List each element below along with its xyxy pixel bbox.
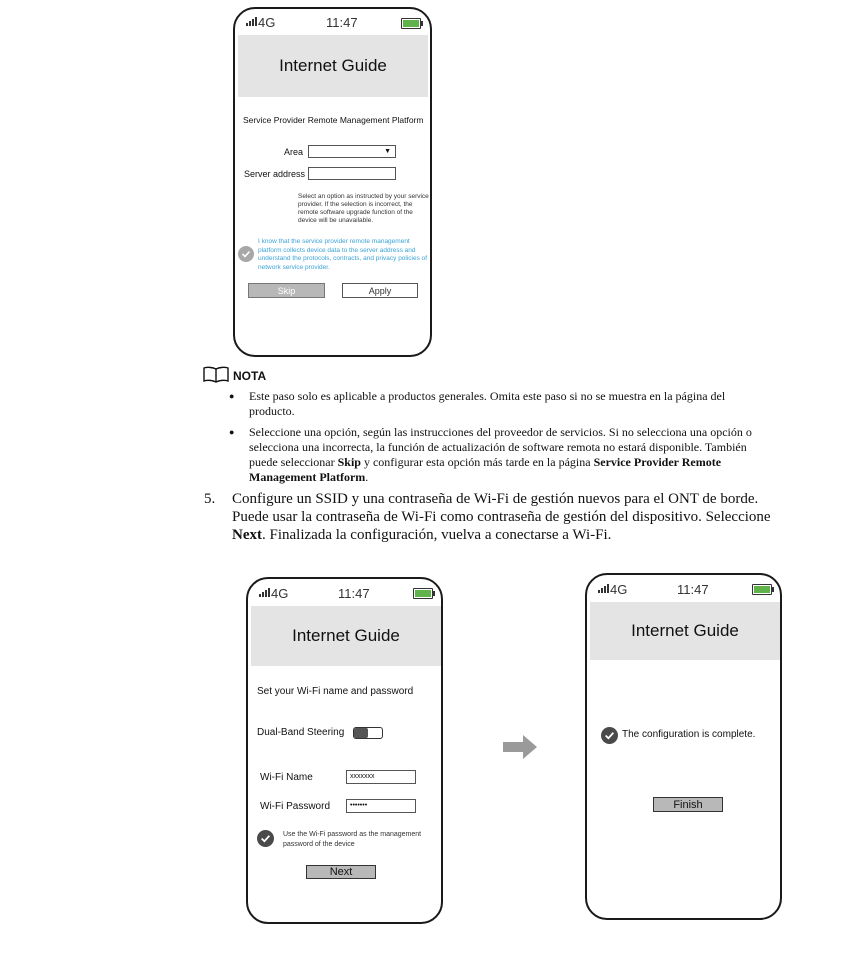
status-bar (587, 575, 780, 601)
signal-icon (259, 588, 270, 597)
wifi-password-input[interactable]: ••••••• (346, 799, 416, 813)
status-bar (248, 579, 441, 605)
check-icon (260, 833, 271, 844)
hint-text: Select an option as instructed by your service provider. If the selection is incorrect, the remote software upgrade function of the device will be unavailable. (298, 193, 429, 224)
status-time: 11:47 (677, 582, 709, 597)
consent-checkbox[interactable] (238, 246, 254, 262)
area-select[interactable] (308, 145, 396, 158)
status-time: 11:47 (326, 15, 358, 30)
network-type: 4G (258, 15, 276, 30)
bullet-icon: ● (229, 391, 235, 401)
complete-text: The configuration is complete. (622, 729, 756, 740)
finish-label: Finish (673, 798, 703, 811)
dual-band-toggle[interactable] (353, 727, 383, 739)
wifi-password-label: Wi-Fi Password (260, 801, 331, 812)
note-bullet-2: Seleccione una opción, según las instrucciones del proveedor de servicios. Si no selecciona una opción o selecciona una incorrecta, la función de actualización de software remota no estará disponible. También puede seleccionar Skip y configurar esta opción más tarde en la página Service Provider Remote Management Platform. (249, 425, 752, 484)
complete-check (601, 727, 618, 744)
phone-remote-management (233, 7, 432, 357)
phone-wifi-setup (246, 577, 443, 924)
book-icon (203, 366, 229, 383)
app-header (251, 606, 441, 666)
battery-icon (413, 588, 433, 599)
wifi-name-input[interactable]: xxxxxxx (346, 770, 416, 784)
note-bullet-1: Este paso solo es aplicable a productos generales. Omita este paso si no se muestra en la página del producto. (249, 389, 726, 418)
note-title: NOTA (233, 369, 267, 383)
header-title: Internet Guide (631, 621, 739, 640)
page-subtitle: Set your Wi-Fi name and password (257, 686, 414, 697)
status-time: 11:47 (338, 586, 370, 601)
toggle-knob (354, 728, 368, 738)
next-label: Next (329, 866, 353, 878)
arrow-right-icon (503, 735, 537, 759)
platform-ref: Service Provider Remote Management Platform (249, 455, 722, 484)
wifi-name-label: Wi-Fi Name (260, 772, 313, 783)
next-ref: Next (232, 527, 262, 543)
use-password-text: Use the Wi-Fi password as the management password of the device (283, 831, 422, 848)
check-icon (604, 730, 615, 741)
finish-button[interactable] (653, 797, 723, 812)
server-address-label: Server address (244, 169, 306, 179)
phone-config-complete (585, 573, 782, 920)
area-label: Area (284, 147, 304, 157)
consent-text: I know that the service provider remote management platform collects device data to the server address and understand the protocols, contracts, and privacy policies of network service provider. (258, 238, 428, 271)
apply-button[interactable] (342, 283, 418, 298)
bullet-icon: ● (229, 427, 235, 437)
header-title: Internet Guide (292, 626, 400, 645)
app-header (590, 602, 780, 660)
dual-band-label: Dual-Band Steering (257, 727, 345, 738)
battery-icon (752, 584, 772, 595)
battery-icon (401, 18, 421, 29)
check-icon (241, 249, 251, 259)
step-5-text: Configure un SSID y una contraseña de Wi-Fi de gestión nuevos para el ONT de borde. Puede usar la contraseña de Wi-Fi como contraseña de gestión del dispositivo. Seleccione Next. Finalizada la configuración, vuelva a conectarse a Wi-Fi. (232, 491, 771, 543)
skip-button[interactable] (248, 283, 325, 298)
signal-icon (598, 584, 609, 593)
skip-ref: Skip (337, 455, 361, 469)
network-type: 4G (271, 586, 289, 601)
header-title: Internet Guide (279, 56, 387, 75)
app-header (238, 35, 428, 97)
apply-label: Apply (368, 285, 392, 296)
next-button[interactable] (306, 865, 376, 879)
page-subtitle: Service Provider Remote Management Platform (243, 115, 424, 125)
server-address-input[interactable] (308, 167, 396, 180)
signal-icon (246, 17, 257, 26)
use-password-checkbox[interactable] (257, 830, 274, 847)
skip-label: Skip (277, 285, 296, 296)
step-number: 5. (204, 491, 216, 507)
network-type: 4G (610, 582, 628, 597)
note-box (203, 366, 773, 486)
dropdown-arrow-icon: ▼ (384, 148, 391, 155)
status-bar (235, 9, 430, 35)
